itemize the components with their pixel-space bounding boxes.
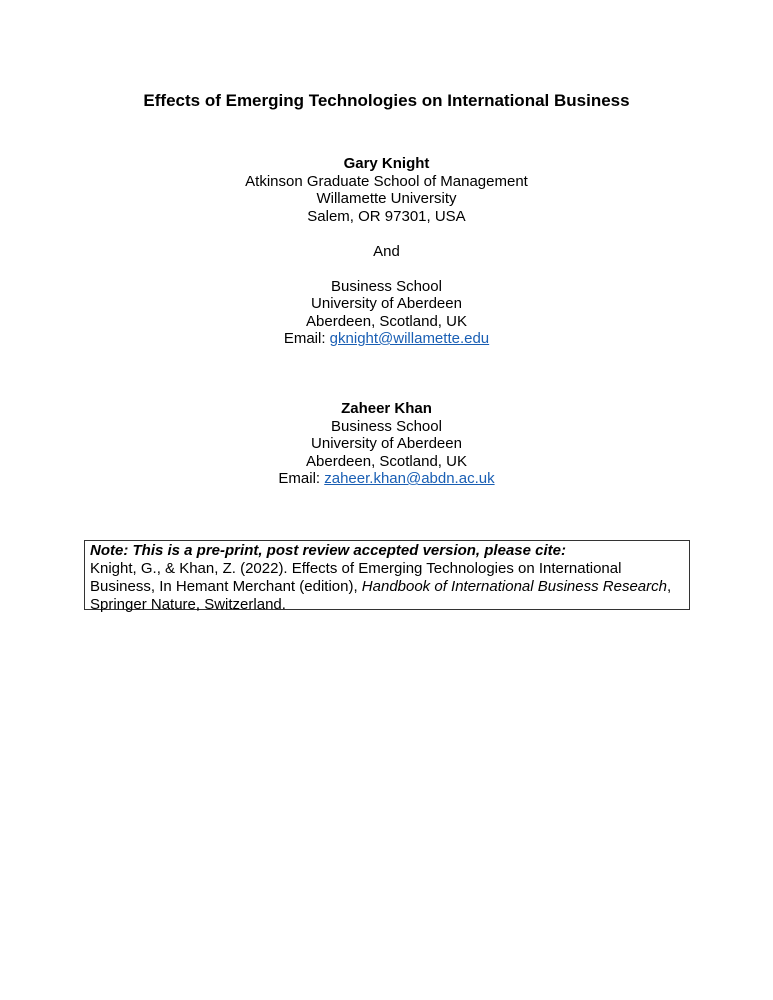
spacer — [0, 260, 773, 278]
affiliation-line: Aberdeen, Scotland, UK — [306, 452, 467, 470]
book-title: Handbook of International Business Research — [361, 578, 667, 595]
affiliation-line: Willamette University — [316, 190, 457, 207]
and-separator: And — [373, 242, 400, 260]
email-label: Email: — [278, 470, 325, 487]
email-line — [0, 330, 773, 348]
author-name: Zaheer Khan — [341, 400, 432, 417]
affiliation-line: Salem, OR 97301, USA — [307, 207, 466, 225]
affiliation-line: University of Aberdeen — [311, 435, 462, 452]
citation-line: Knight, G., & Khan, Z. (2022). Effects of Emerging Technologies on International — [90, 560, 622, 577]
affiliation-line: University of Aberdeen — [311, 295, 462, 312]
citation-text: , — [666, 578, 672, 595]
email-link[interactable]: zaheer.khan@abdn.ac.uk — [324, 470, 495, 487]
email-label: Email: — [283, 330, 330, 347]
author-name: Gary Knight — [343, 155, 430, 172]
author-block-1 — [0, 155, 773, 348]
affiliation-line: Business School — [331, 277, 442, 295]
email-link[interactable]: gknight@willamette.edu — [329, 330, 490, 347]
citation-text: Business, In Hemant Merchant (edition), — [90, 578, 362, 595]
citation-note-box — [84, 540, 690, 613]
affiliation-line: Atkinson Graduate School of Management — [245, 172, 528, 190]
spacer — [0, 225, 773, 243]
author-block-2 — [0, 400, 773, 488]
affiliation-line: Aberdeen, Scotland, UK — [306, 312, 467, 330]
citation-line: Springer Nature, Switzerland. — [90, 596, 286, 613]
affiliation-line: Business School — [331, 417, 442, 435]
email-line — [0, 470, 773, 488]
citation-line — [90, 578, 684, 596]
note-heading: Note: This is a pre-print, post review accepted version, please cite: — [90, 542, 566, 559]
paper-title: Effects of Emerging Technologies on International Business — [143, 91, 630, 110]
